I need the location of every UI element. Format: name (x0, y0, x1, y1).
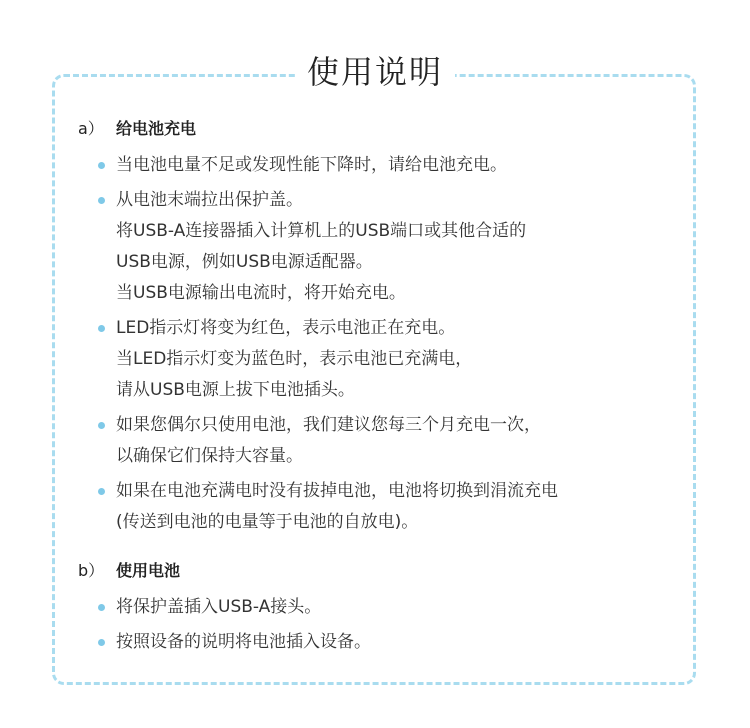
item-line: 当电池电量不足或发现性能下降时，请给电池充电。 (116, 155, 507, 175)
item-line: 将USB-A连接器插入计算机上的USB端口或其他合适的 (116, 221, 527, 241)
bullet-dot-icon (98, 639, 105, 646)
section-usage (78, 554, 678, 658)
bullet-dot-icon (98, 162, 105, 169)
item-line: USB电源，例如USB电源适配器。 (116, 252, 373, 272)
bullet-dot-icon (98, 488, 105, 495)
list-item (78, 592, 678, 623)
title-wrap (0, 46, 750, 98)
list-item (78, 150, 678, 181)
section-heading-text: 使用电池 (116, 561, 181, 580)
instructions-content (78, 112, 678, 658)
instruction-list (78, 150, 678, 538)
item-line: (传送到电池的电量等于电池的自放电)。 (116, 512, 419, 532)
item-line: 如果在电池充满电时没有拔掉电池，电池将切换到涓流充电 (116, 481, 558, 501)
section-charging (78, 112, 678, 538)
bullet-dot-icon (98, 422, 105, 429)
list-item (78, 410, 678, 472)
item-line: 按照设备的说明将电池插入设备。 (116, 632, 371, 652)
item-line: 以确保它们保持大容量。 (116, 446, 303, 466)
bullet-dot-icon (98, 325, 105, 332)
list-item (78, 313, 678, 406)
section-heading (78, 112, 678, 146)
list-item (78, 185, 678, 309)
list-item (78, 627, 678, 658)
item-line: 当USB电源输出电流时，将开始充电。 (116, 283, 406, 303)
section-heading-text: 给电池充电 (116, 119, 197, 138)
item-line: 如果您偶尔只使用电池，我们建议您每三个月充电一次， (116, 415, 541, 435)
item-line: LED指示灯将变为红色，表示电池正在充电。 (116, 318, 456, 338)
item-line: 当LED指示灯变为蓝色时，表示电池已充满电， (116, 349, 473, 369)
section-letter: a） (78, 119, 104, 138)
section-letter: b） (78, 561, 105, 580)
list-item (78, 476, 678, 538)
section-heading (78, 554, 678, 588)
page-title: 使用说明 (295, 46, 455, 98)
item-line: 请从USB电源上拔下电池插头。 (116, 380, 355, 400)
bullet-dot-icon (98, 604, 105, 611)
bullet-dot-icon (98, 197, 105, 204)
item-line: 将保护盖插入USB-A接头。 (116, 597, 322, 617)
item-line: 从电池末端拉出保护盖。 (116, 190, 303, 210)
instruction-list (78, 592, 678, 658)
